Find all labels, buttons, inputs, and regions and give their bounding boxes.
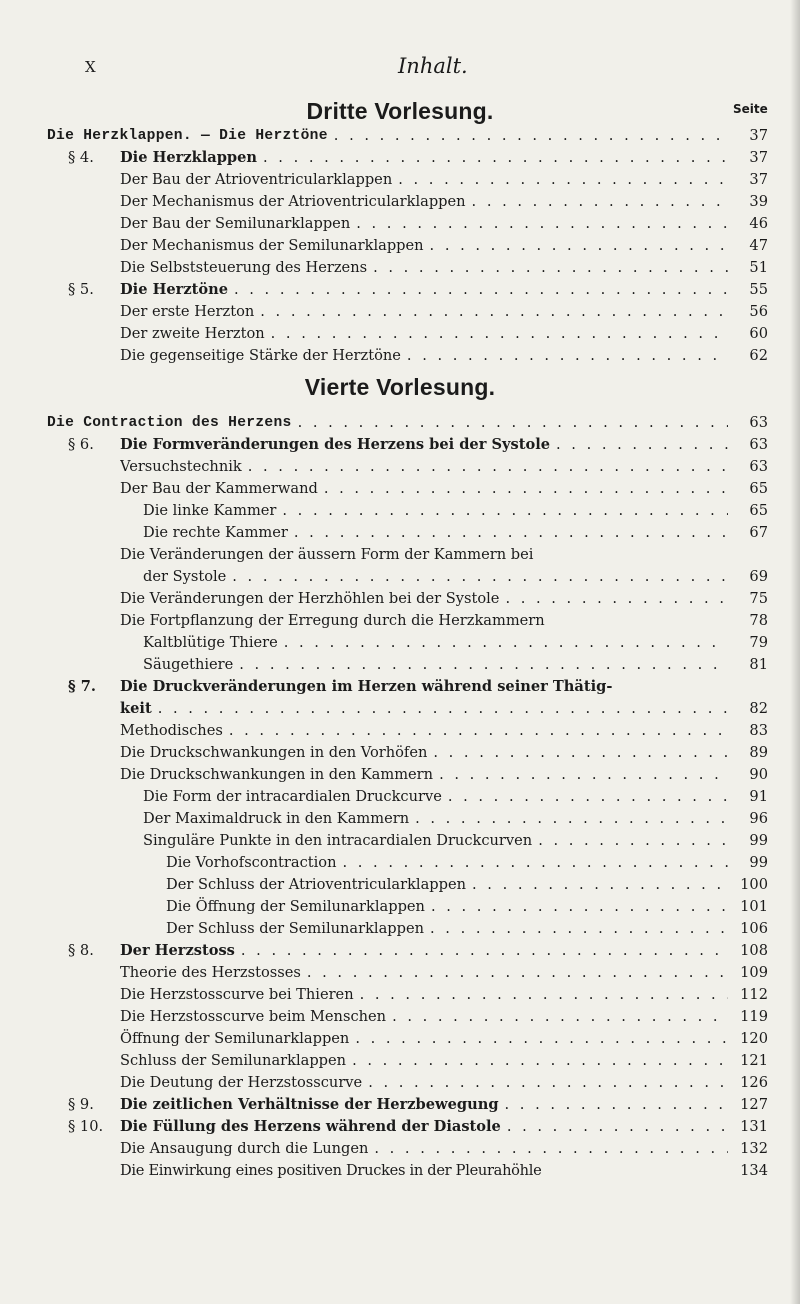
leader-dots: [263, 148, 728, 168]
toc-entry: [120, 765, 768, 785]
toc-section-entry-line: [68, 677, 612, 697]
section-number: § 8.: [68, 942, 94, 959]
entry-title: Die gegenseitige Stärke der Herztöne: [120, 347, 401, 364]
leader-dots: [260, 302, 728, 322]
entry-title: Der Schluss der Atrioventricularklappen: [166, 876, 467, 893]
entry-title: Die Herzklappen: [120, 149, 258, 166]
section-number: § 9.: [68, 1096, 94, 1113]
toc-section-entry: [120, 699, 768, 719]
toc-entry: [47, 126, 768, 146]
toc-entry: [120, 346, 768, 366]
toc-entry: [120, 1139, 768, 1159]
entry-page: 131: [740, 1118, 768, 1135]
entry-page: 78: [749, 612, 768, 629]
leader-dots: [342, 853, 728, 873]
entry-page: 56: [749, 303, 768, 320]
leader-dots: [415, 809, 728, 829]
leader-dots: [282, 501, 728, 521]
entry-page: 60: [749, 325, 768, 342]
leader-dots: [392, 1007, 728, 1027]
entry-title: Die Selbststeuerung des Herzens: [120, 259, 368, 276]
entry-page: 37: [749, 171, 768, 188]
toc-entry: [166, 875, 768, 895]
toc-entry: [120, 214, 768, 234]
page-number: X: [85, 58, 96, 76]
entry-title: Die zeitlichen Verhältnisse der Herzbewegung: [120, 1096, 499, 1113]
page-column-header: Seite: [733, 102, 768, 116]
entry-title: keit: [120, 700, 152, 717]
leader-dots: [352, 1051, 728, 1071]
entry-page: 132: [740, 1140, 768, 1157]
entry-title: Die Deutung der Herzstosscurve: [120, 1074, 363, 1091]
leader-dots: [355, 1029, 728, 1049]
section-number: § 4.: [68, 149, 94, 166]
leader-dots: [294, 523, 728, 543]
toc-entry: [143, 809, 768, 829]
toc-entry: [120, 170, 768, 190]
entry-page: 75: [749, 590, 768, 607]
toc-entry: [143, 633, 768, 653]
entry-title: Die Formveränderungen des Herzens bei der Systole: [120, 436, 551, 453]
toc-entry: [166, 919, 768, 939]
entry-title: Die Herzklappen. — Die Herztöne: [47, 128, 328, 144]
leader-dots: [431, 897, 728, 917]
leader-dots: [507, 1117, 728, 1137]
leader-dots: [229, 721, 728, 741]
running-header: [0, 40, 800, 80]
toc-entry: [120, 1007, 768, 1027]
leader-dots: [234, 280, 728, 300]
toc-entry: [143, 831, 768, 851]
leader-dots: [334, 126, 728, 146]
section-number: § 10.: [68, 1118, 104, 1135]
entry-page: 134: [740, 1162, 768, 1179]
entry-title: Die Einwirkung eines positiven Druckes in der Pleurahöhle: [120, 1162, 542, 1179]
entry-page: 63: [749, 436, 768, 453]
running-title: Inhalt.: [398, 54, 468, 78]
entry-title: Die Fortpflanzung der Erregung durch die Herzkammern: [120, 612, 545, 629]
leader-dots: [298, 413, 728, 433]
entry-title: Der Bau der Semilunarklappen: [120, 215, 351, 232]
entry-title: Versuchstechnik: [120, 458, 242, 475]
entry-title: Der Schluss der Semilunarklappen: [166, 920, 425, 937]
section-number: § 5.: [68, 281, 94, 298]
entry-page: 127: [740, 1096, 768, 1113]
entry-title: Säugethiere: [143, 656, 234, 673]
toc-entry: [120, 302, 768, 322]
toc-section-entry: [68, 435, 768, 455]
entry-title: Der Mechanismus der Semilunarklappen: [120, 237, 424, 254]
toc-entry: [120, 236, 768, 256]
entry-page: 109: [740, 964, 768, 981]
leader-dots: [158, 699, 728, 719]
entry-title: Der Bau der Atrioventricularklappen: [120, 171, 393, 188]
entry-title: Die rechte Kammer: [143, 524, 288, 541]
toc-entry: [120, 457, 768, 477]
entry-page: 47: [749, 237, 768, 254]
leader-dots: [374, 1139, 728, 1159]
section-number: § 6.: [68, 436, 94, 453]
toc-entry: [120, 985, 768, 1005]
toc-entry: [47, 413, 768, 433]
leader-dots: [232, 567, 728, 587]
entry-title: Öffnung der Semilunarklappen: [120, 1030, 350, 1047]
entry-title: Die Herztöne: [120, 281, 228, 298]
leader-dots: [373, 258, 728, 278]
entry-title: Methodisches: [120, 722, 223, 739]
toc-section-entry: [68, 941, 768, 961]
leader-dots: [538, 831, 728, 851]
entry-title: Die Herzstosscurve bei Thieren: [120, 986, 354, 1003]
lecture-title-3: Dritte Vorlesung.: [306, 98, 494, 124]
entry-title: Die Füllung des Herzens während der Diastole: [120, 1118, 501, 1135]
leader-dots: [505, 1095, 728, 1115]
section-number: § 7.: [68, 678, 96, 695]
entry-page: 55: [749, 281, 768, 298]
entry-page: 101: [740, 898, 768, 915]
entry-title: Der Maximaldruck in den Kammern: [143, 810, 410, 827]
toc-entry: [120, 479, 768, 499]
leader-dots: [356, 214, 728, 234]
leader-dots: [505, 589, 728, 609]
entry-title: Der zweite Herzton: [120, 325, 265, 342]
leader-dots: [556, 435, 728, 455]
toc-section-entry: [68, 1095, 768, 1115]
toc-entry: [120, 589, 768, 609]
entry-page: 65: [749, 480, 768, 497]
entry-title: Die Ansaugung durch die Lungen: [120, 1140, 369, 1157]
toc-entry: [120, 258, 768, 278]
leader-dots: [430, 236, 728, 256]
entry-title: Kaltblütige Thiere: [143, 634, 278, 651]
entry-title: der Systole: [143, 568, 227, 585]
entry-page: 82: [749, 700, 768, 717]
toc-entry: [120, 1073, 768, 1093]
toc-entry: [120, 743, 768, 763]
toc-entry: [143, 501, 768, 521]
leader-dots: [472, 875, 728, 895]
entry-title: Der erste Herzton: [120, 303, 255, 320]
scan-page-edge: [790, 0, 800, 1304]
entry-title: Der Mechanismus der Atrioventricularklappen: [120, 193, 466, 210]
toc-entry: [120, 1161, 768, 1181]
toc-entry: [120, 963, 768, 983]
entry-page: 79: [749, 634, 768, 651]
entry-page: 121: [740, 1052, 768, 1069]
entry-title: Die Vorhofscontraction: [166, 854, 337, 871]
entry-page: 81: [749, 656, 768, 673]
toc-entry: [143, 787, 768, 807]
entry-title: Der Herzstoss: [120, 942, 235, 959]
entry-page: 65: [749, 502, 768, 519]
leader-dots: [324, 479, 728, 499]
entry-title: Die Druckveränderungen im Herzen während seiner Thätig-: [120, 678, 613, 695]
leader-dots: [241, 941, 728, 961]
entry-page: 67: [749, 524, 768, 541]
leader-dots: [284, 633, 728, 653]
entry-page: 90: [749, 766, 768, 783]
entry-title: Die Form der intracardialen Druckcurve: [143, 788, 442, 805]
entry-page: 108: [740, 942, 768, 959]
entry-page: 126: [740, 1074, 768, 1091]
entry-page: 39: [749, 193, 768, 210]
lecture-title-4: Vierte Vorlesung.: [304, 374, 496, 400]
entry-title: Singuläre Punkte in den intracardialen Druckcurven: [143, 832, 533, 849]
toc-entry: [120, 1051, 768, 1071]
entry-page: 112: [740, 986, 768, 1003]
leader-dots: [307, 963, 728, 983]
toc-section-entry: [68, 280, 768, 300]
entry-page: 120: [740, 1030, 768, 1047]
entry-page: 99: [749, 832, 768, 849]
toc-entry: [166, 897, 768, 917]
entry-page: 89: [749, 744, 768, 761]
leader-dots: [430, 919, 728, 939]
entry-title: Der Bau der Kammerwand: [120, 480, 318, 497]
entry-page: 37: [749, 127, 768, 144]
leader-dots: [248, 457, 728, 477]
entry-page: 62: [749, 347, 768, 364]
entry-title: Die linke Kammer: [143, 502, 277, 519]
toc-entry: [120, 721, 768, 741]
toc-section-entry: [68, 148, 768, 168]
entry-title: Die Contraction des Herzens: [47, 415, 292, 431]
toc-entry: [120, 1029, 768, 1049]
entry-title: Die Druckschwankungen in den Vorhöfen: [120, 744, 428, 761]
entry-page: 106: [740, 920, 768, 937]
entry-title: Die Öffnung der Semilunarklappen: [166, 898, 425, 915]
entry-page: 51: [749, 259, 768, 276]
entry-page: 100: [740, 876, 768, 893]
entry-title: Die Veränderungen der Herzhöhlen bei der Systole: [120, 590, 500, 607]
leader-dots: [239, 655, 728, 675]
leader-dots: [271, 324, 728, 344]
entry-page: 69: [749, 568, 768, 585]
leader-dots: [433, 743, 728, 763]
entry-page: 83: [749, 722, 768, 739]
entry-page: 46: [749, 215, 768, 232]
entry-page: 91: [749, 788, 768, 805]
entry-title: Die Druckschwankungen in den Kammern: [120, 766, 434, 783]
toc-section-entry: [68, 1117, 768, 1137]
toc-entry: [143, 567, 768, 587]
toc-entry: [143, 655, 768, 675]
entry-page: 63: [749, 458, 768, 475]
toc-entry: [166, 853, 768, 873]
entry-page: 96: [749, 810, 768, 827]
toc-entry: [120, 611, 768, 631]
entry-page: 119: [740, 1008, 768, 1025]
toc-entry: [143, 523, 768, 543]
leader-dots: [439, 765, 728, 785]
leader-dots: [448, 787, 728, 807]
leader-dots: [360, 985, 728, 1005]
leader-dots: [398, 170, 728, 190]
leader-dots: [472, 192, 728, 212]
entry-page: 99: [749, 854, 768, 871]
entry-page: 63: [749, 414, 768, 431]
entry-title: Theorie des Herzstosses: [120, 964, 301, 981]
entry-page: 37: [749, 149, 768, 166]
entry-title: Schluss der Semilunarklappen: [120, 1052, 347, 1069]
toc-entry-line: Die Veränderungen der äussern Form der Kammern bei: [120, 546, 534, 563]
entry-title: Die Herzstosscurve beim Menschen: [120, 1008, 387, 1025]
leader-dots: [407, 346, 728, 366]
leader-dots: [368, 1073, 728, 1093]
toc-entry: [120, 324, 768, 344]
toc-entry: [120, 192, 768, 212]
